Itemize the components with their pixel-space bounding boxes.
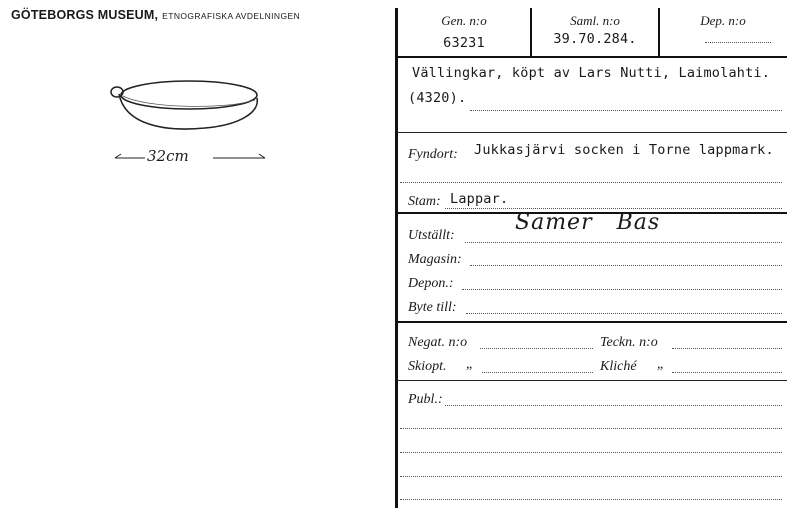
utstallt-dotted-line — [465, 242, 782, 243]
museum-heading — [11, 8, 300, 22]
description-bottom-rule — [397, 132, 787, 133]
publ-dotted-line-5 — [400, 499, 782, 500]
card-left-border — [395, 8, 398, 508]
dimension-annotation — [113, 148, 273, 168]
fyndort-label: Fyndort: — [408, 147, 458, 162]
publ-dotted-line-3 — [400, 452, 782, 453]
byte-bottom-rule — [397, 321, 787, 323]
fyndort-value: Jukkasjärvi socken i Torne lappmark. — [474, 142, 774, 158]
kliche-bottom-rule — [397, 380, 787, 381]
gen-no-value: 63231 — [443, 35, 485, 51]
teckn-label: Teckn. n:o — [600, 335, 658, 350]
saml-no-value: 39.70.284. — [553, 31, 637, 47]
stam-label: Stam: — [408, 194, 441, 209]
depon-label: Depon.: — [408, 276, 454, 291]
depon-dotted-line — [462, 289, 782, 290]
gen-no-label: Gen. n:o — [441, 13, 487, 28]
stam-dotted-line — [445, 208, 782, 209]
kliche-dotted-line — [672, 372, 782, 373]
byte-till-label: Byte till: — [408, 300, 457, 315]
negat-dotted-line — [480, 348, 593, 349]
skiopt-mark: „ — [466, 357, 473, 372]
publ-label: Publ.: — [408, 392, 443, 407]
teckn-dotted-line — [672, 348, 782, 349]
description-line-2: (4320). — [408, 90, 467, 106]
museum-name: GÖTEBORGS MUSEUM, — [11, 8, 159, 22]
negat-label: Negat. n:o — [408, 335, 468, 350]
saml-no-label: Saml. n:o — [570, 13, 620, 28]
fyndort-dotted-line — [400, 182, 782, 183]
publ-dotted-line-1 — [445, 405, 782, 406]
magasin-label: Magasin: — [408, 252, 462, 267]
dep-no-line — [705, 42, 771, 43]
header-divider-1 — [530, 8, 532, 56]
kliche-label: Kliché — [600, 359, 637, 374]
description-line-1: Vällingkar, köpt av Lars Nutti, Laimolahti. — [412, 65, 771, 81]
publ-dotted-line-2 — [400, 428, 782, 429]
header-bottom-rule — [397, 56, 787, 58]
kliche-mark: „ — [657, 357, 664, 372]
dep-no-label: Dep. n:o — [700, 13, 746, 28]
description-dotted-line — [470, 110, 782, 111]
utstallt-label: Utställt: — [408, 228, 455, 243]
skiopt-dotted-line — [482, 372, 593, 373]
stam-value: Lappar. — [450, 191, 509, 207]
magasin-dotted-line — [470, 265, 782, 266]
byte-till-dotted-line — [466, 313, 782, 314]
utstallt-handwritten-value: Samer Bas — [515, 210, 661, 235]
skiopt-label: Skiopt. — [408, 359, 447, 374]
dimension-label: 32cm — [147, 147, 189, 165]
publ-dotted-line-4 — [400, 476, 782, 477]
department-name: ETNOGRAFISKA AVDELNINGEN — [162, 11, 301, 21]
